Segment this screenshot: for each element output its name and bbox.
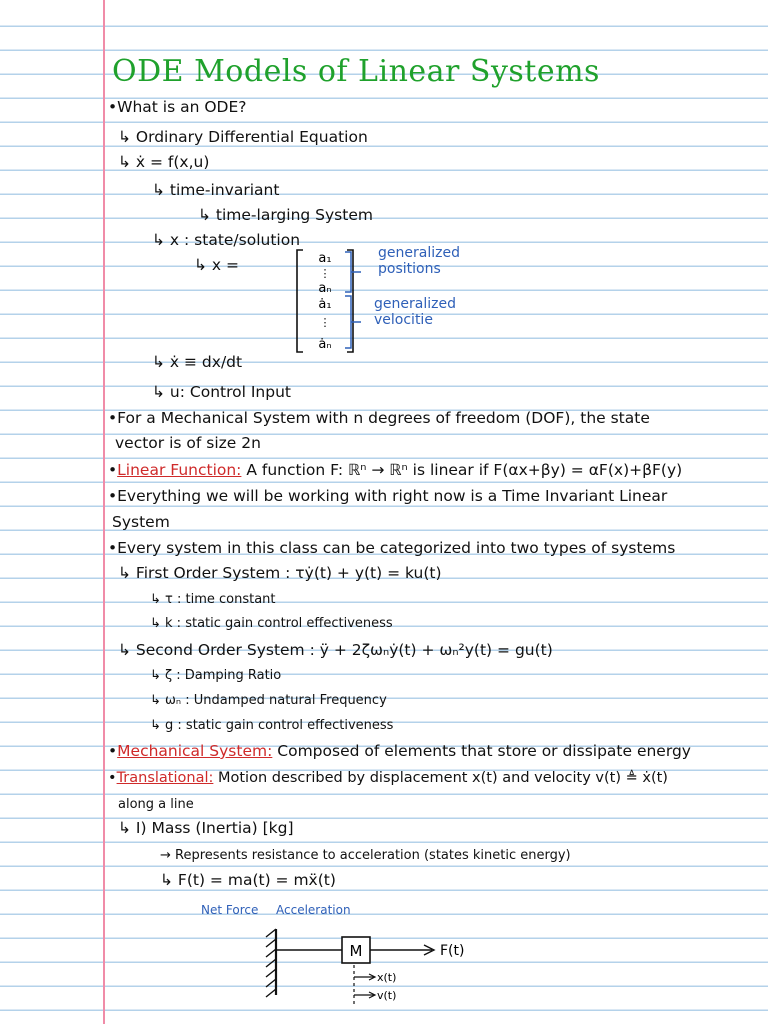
note-line: ↳ x : state/solution: [152, 231, 301, 249]
note-line: System: [112, 513, 170, 531]
note-line: ↳ F(t) = ma(t) = mẍ(t): [160, 871, 336, 889]
generalized-velocities-note: generalized velocitie: [374, 296, 456, 328]
page-title: ODE Models of Linear Systems: [112, 54, 600, 89]
net-force-note: Net Force: [201, 903, 259, 917]
note-line: •Translational: Motion described by displacement x(t) and velocity v(t) ≜ ẋ(t): [108, 770, 668, 786]
force-label: F(t): [440, 943, 465, 959]
note-line: •Every system in this class can be categorized into two types of systems: [108, 539, 676, 557]
v-label: v(t): [377, 989, 397, 1002]
note-line: ↳ Second Order System : ÿ + 2ζωₙẏ(t) + ωₙ²y(t) = gu(t): [118, 641, 553, 659]
note-line: ↳ k : static gain control effectiveness: [150, 616, 393, 631]
matrix-entry: ȧ₁: [318, 297, 332, 312]
note-line: •Linear Function: A function F: ℝⁿ → ℝⁿ is linear if F(αx+βy) = αF(x)+βF(y): [108, 461, 683, 479]
note-line: ↳ Ordinary Differential Equation: [118, 128, 368, 146]
note-line: •Everything we will be working with right now is a Time Invariant Linear: [108, 487, 668, 505]
note-line: ↳ First Order System : τẏ(t) + y(t) = ku(t): [118, 564, 442, 582]
matrix-entry: aₙ: [318, 281, 332, 296]
note-line: ↳ time-larging System: [198, 206, 373, 224]
matrix-left-bracket: [297, 250, 303, 352]
note-line: → Represents resistance to acceleration (states kinetic energy): [160, 848, 571, 863]
note-line: ↳ time-invariant: [152, 181, 280, 199]
x-label: x(t): [377, 971, 397, 984]
note-line: ↳ u: Control Input: [152, 383, 291, 401]
mass-diagram: [262, 925, 502, 1015]
matrix-entry: ⋮: [319, 316, 331, 329]
note-line: ↳ g : static gain control effectiveness: [150, 718, 394, 733]
translational-label: Translational:: [116, 770, 214, 786]
mechanical-system-definition: Composed of elements that store or dissipate energy: [277, 742, 691, 760]
state-vector-matrix: [295, 248, 365, 358]
note-line: along a line: [118, 797, 194, 812]
note-line: ↳ x =: [194, 256, 240, 274]
linear-function-label: Linear Function:: [117, 461, 242, 479]
note-line: •Mechanical System: Composed of elements that store or dissipate energy: [108, 742, 691, 760]
wall-hatching: [266, 929, 276, 997]
acceleration-note: Acceleration: [276, 903, 351, 917]
matrix-entry: a₁: [318, 251, 332, 266]
note-line: ↳ ẋ = f(x,u): [118, 153, 210, 171]
generalized-positions-note: generalized positions: [378, 245, 460, 277]
note-line: ↳ I) Mass (Inertia) [kg]: [118, 819, 294, 837]
note-line: •For a Mechanical System with n degrees of freedom (DOF), the state: [108, 409, 650, 427]
matrix-entry: ȧₙ: [318, 337, 332, 352]
note-line: ↳ ωₙ : Undamped natural Frequency: [150, 693, 387, 708]
note-line: ↳ ẋ ≡ dx/dt: [152, 353, 243, 371]
mechanical-system-label: Mechanical System:: [117, 742, 273, 760]
note-line: ↳ ζ : Damping Ratio: [150, 668, 282, 683]
mass-label: M: [349, 942, 363, 960]
linear-function-definition: A function F: ℝⁿ → ℝⁿ is linear if F(αx+βy) = αF(x)+βF(y): [246, 461, 683, 479]
translational-definition: Motion described by displacement x(t) and velocity v(t) ≜ ẋ(t): [217, 770, 668, 786]
margin-line: [103, 0, 105, 1024]
note-line: •What is an ODE?: [108, 98, 247, 116]
note-line: ↳ τ : time constant: [150, 592, 276, 607]
matrix-entry: ⋮: [319, 267, 331, 280]
note-line: vector is of size 2n: [115, 434, 261, 452]
matrix-right-bracket: [347, 250, 353, 352]
